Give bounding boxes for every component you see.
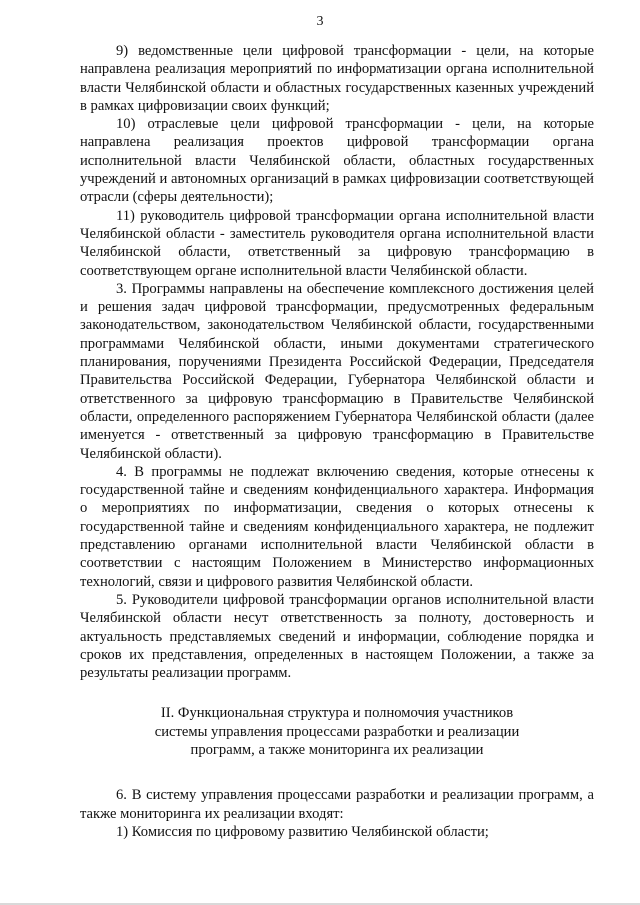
paragraph-item-11: 11) руководитель цифровой трансформации органа исполнительной власти Челябинской области - заместитель руководителя органа исполнительной власти Челябинской области, ответственный за цифровую трансформацию в соответствующем органе исполнительной власти Челябинской области. bbox=[80, 207, 594, 279]
section-heading-line-2: системы управления процессами разработки и реализации bbox=[154, 723, 520, 740]
paragraph-clause-3: 3. Программы направлены на обеспечение комплексного достижения целей и решения задач цифровой трансформации, предусмотренных федеральным законодательством, законодательством Челябинской области, государственными программами Челябинской области, иными документами стратегического планирования, поручениями Президента Российской Федерации, Председателя Правительства Российской Федерации, Губернатора Челябинской области и ответственного за цифровую трансформацию в Правительстве Челябинской области, определенного распоряжением Губернатора Челябинской области (далее именуется - ответственный за цифровую трансформацию в Правительстве Челябинской области). bbox=[80, 280, 594, 462]
paragraph-clause-4: 4. В программы не подлежат включению сведения, которые отнесены к государственной тайне и сведениям конфиденциального характера. Информация о мероприятиях по информатизации, сведения о которых отнесены к государственной тайне и сведениям конфиденциального характера, не подлежит представлению органами исполнительной власти Челябинской области в соответствии с настоящим Положением в Министерство информационных технологий, связи и цифрового развития Челябинской области. bbox=[80, 463, 594, 590]
paragraph-list-item-1: 1) Комиссия по цифровому развитию Челябинской области; bbox=[116, 823, 489, 840]
paragraph-clause-5: 5. Руководители цифровой трансформации органов исполнительной власти Челябинской области несут ответственность за полноту, достоверность и актуальность представляемых сведений и информации, соблюдение порядка и сроков их представления, определенных в настоящем Положении, а также за результаты реализации программ. bbox=[80, 591, 594, 682]
section-heading-line-1: II. Функциональная структура и полномочия участников bbox=[160, 705, 514, 722]
section-heading-line-3: программ, а также мониторинга их реализации bbox=[190, 741, 484, 758]
paragraph-item-10: 10) отраслевые цели цифровой трансформации - цели, на которые направлена реализация проектов цифровой трансформации органа исполнительной власти Челябинской области, областных государственных учреждений и автономных организаций в рамках цифровизации соответствующей отрасли (сферы деятельности); bbox=[80, 116, 594, 206]
section-heading bbox=[80, 704, 594, 759]
document-body bbox=[80, 42, 594, 841]
paragraph-clause-6: 6. В систему управления процессами разработки и реализации программ, а также мониторинга их реализации входят: bbox=[80, 787, 594, 822]
paragraph-item-9: 9) ведомственные цели цифровой трансформации - цели, на которые направлена реализация мероприятий по информатизации органа исполнительной власти Челябинской области и областных государственных казенных учреждений в рамках цифровизации своих функций; bbox=[80, 43, 594, 114]
page-number: 3 bbox=[316, 14, 324, 29]
